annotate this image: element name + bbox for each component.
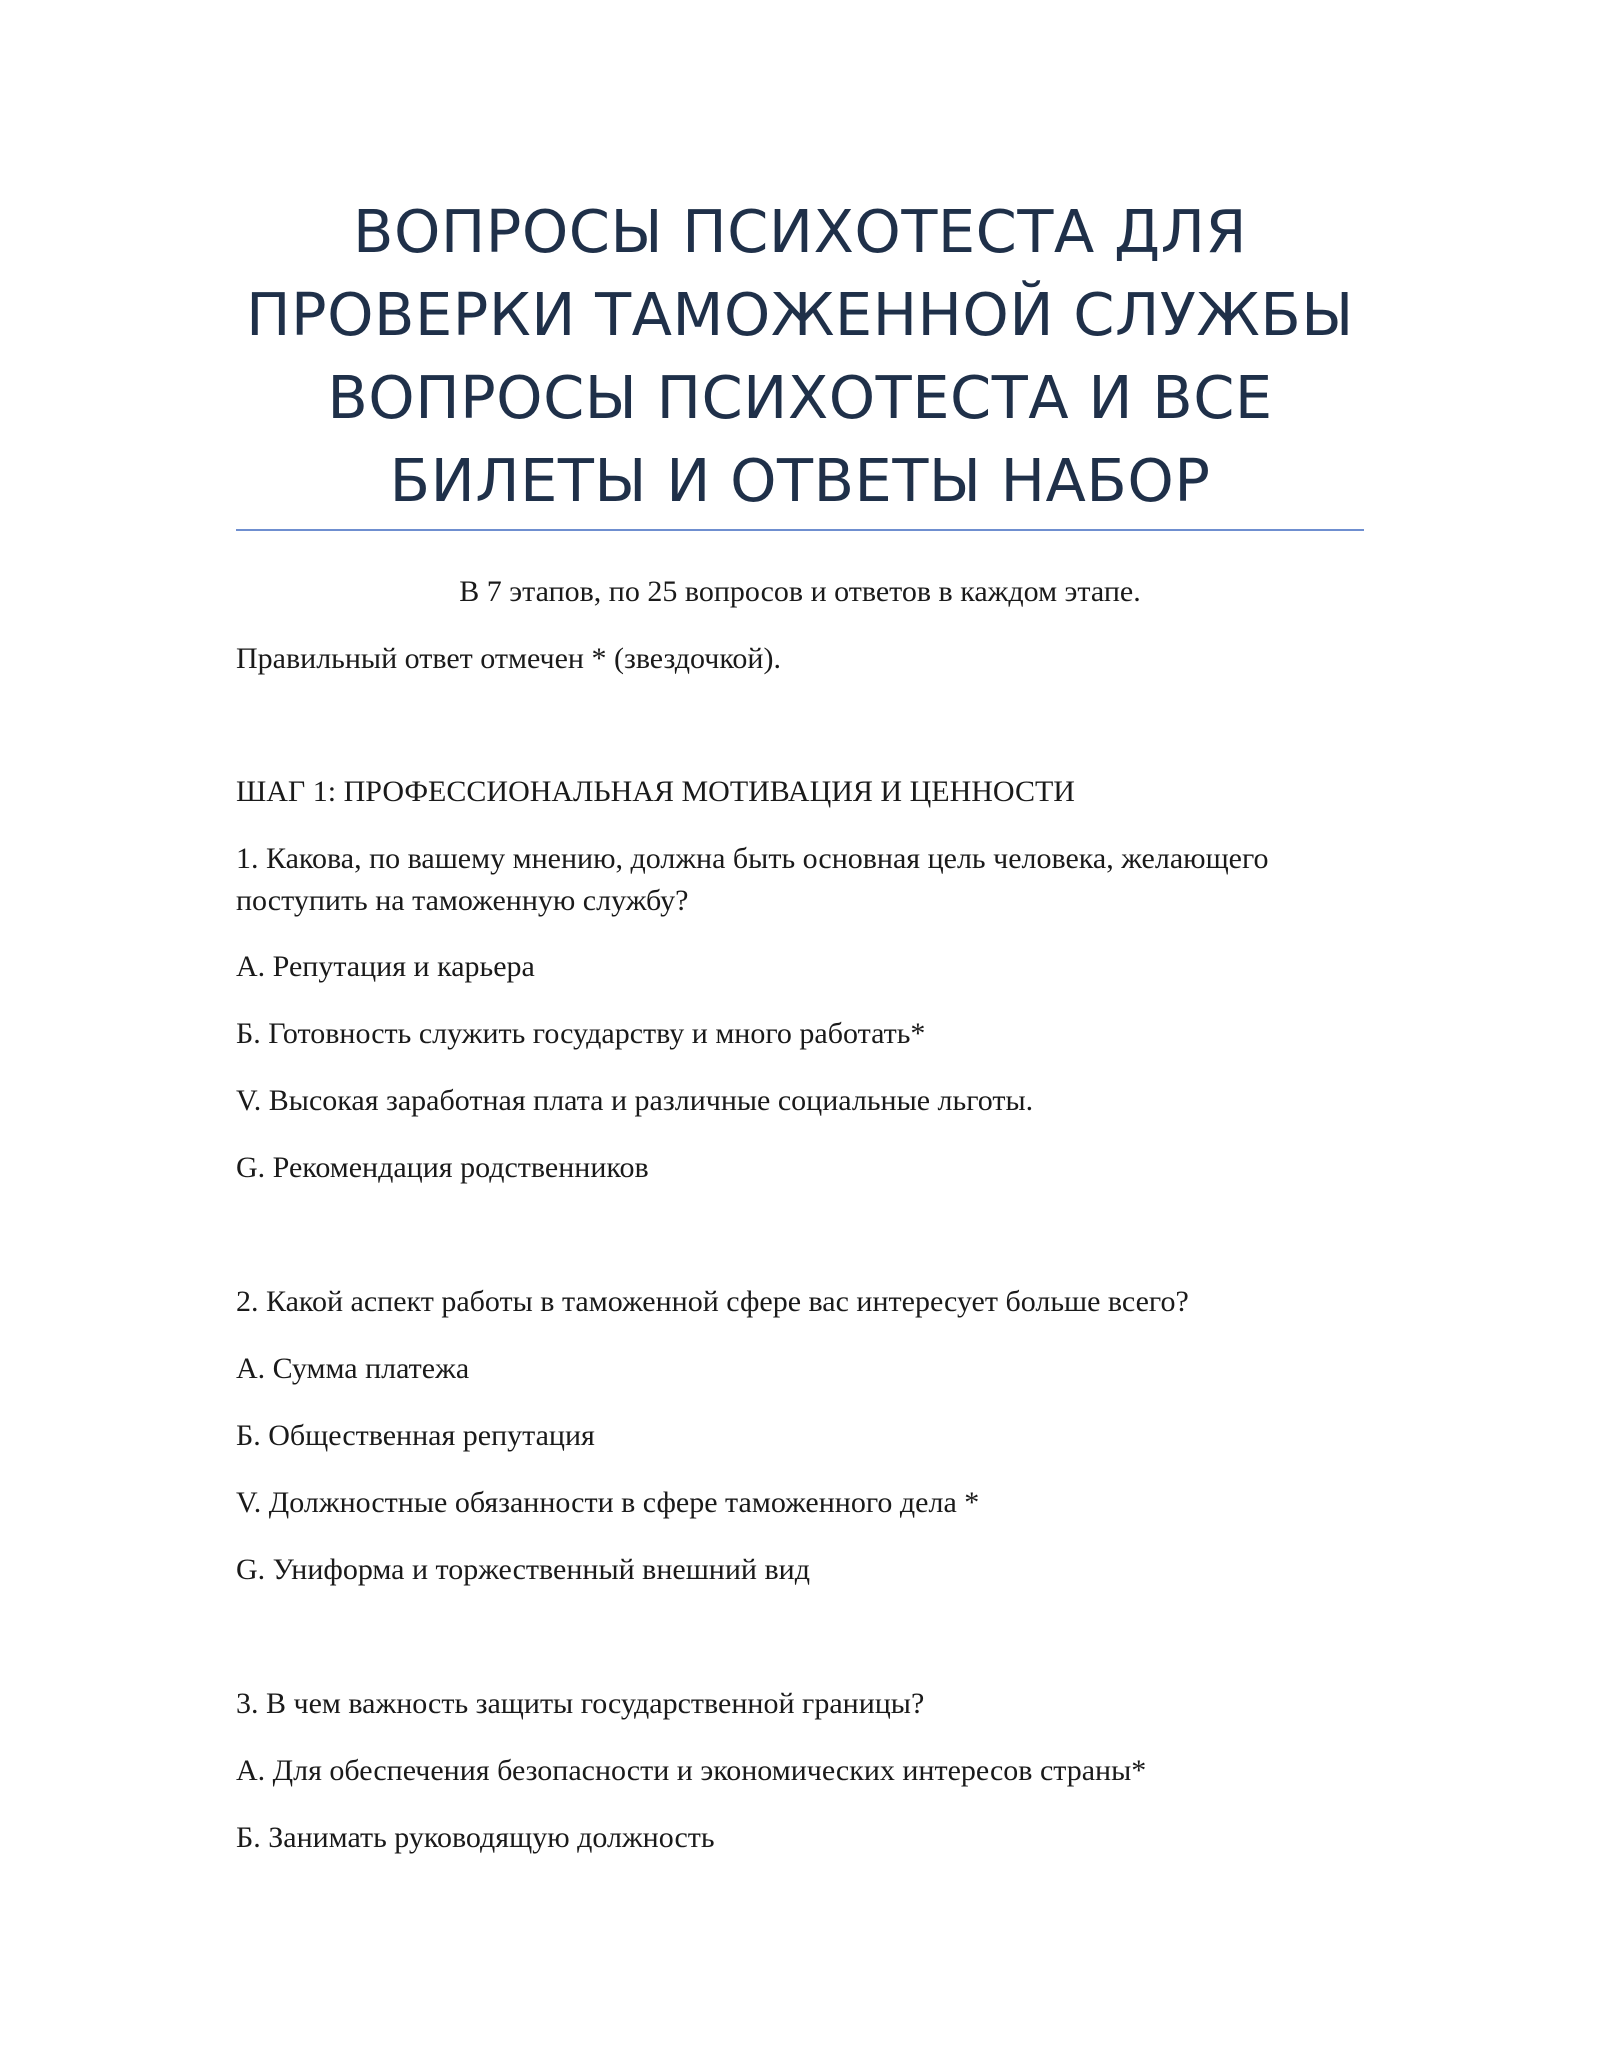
title-line: ВОПРОСЫ ПСИХОТЕСТА И ВСЕ [327,363,1273,432]
title-line: БИЛЕТЫ И ОТВЕТЫ НАБОР [389,446,1211,515]
document-title [236,190,1364,522]
answer-option-correct: Б. Готовность служить государству и много работать* [236,1017,926,1050]
question-text: 2. Какой аспект работы в таможенной сфере вас интересует больше всего? [236,1285,1189,1318]
question-text: 3. В чем важность защиты государственной границы? [236,1687,925,1720]
answer-option-correct: V. Должностные обязанности в сфере таможенного дела * [236,1486,980,1519]
answer-option: G. Рекомендация родственников [236,1151,649,1184]
answer-option: V. Высокая заработная плата и различные социальные льготы. [236,1084,1034,1117]
answer-option: G. Униформа и торжественный внешний вид [236,1553,810,1586]
step-heading: ШАГ 1: ПРОФЕССИОНАЛЬНАЯ МОТИВАЦИЯ И ЦЕННОСТИ [236,775,1075,808]
answer-option: А. Сумма платежа [236,1352,470,1385]
intro-note: Правильный ответ отмечен * (звездочкой). [236,642,781,675]
title-line: ПРОВЕРКИ ТАМОЖЕННОЙ СЛУЖБЫ [246,280,1354,349]
answer-option-correct: А. Для обеспечения безопасности и экономических интересов страны* [236,1754,1147,1787]
title-line: ВОПРОСЫ ПСИХОТЕСТА ДЛЯ [353,197,1247,266]
question-text: 1. Какова, по вашему мнению, должна быть основная цель человека, желающего [236,842,1269,875]
answer-option: А. Репутация и карьера [236,950,535,983]
answer-option: Б. Общественная репутация [236,1419,595,1452]
question-text-continued: поступить на таможенную службу? [236,884,689,917]
title-divider [236,529,1364,531]
answer-option: Б. Занимать руководящую должность [236,1821,715,1854]
intro-stages: В 7 этапов, по 25 вопросов и ответов в каждом этапе. [459,575,1141,608]
